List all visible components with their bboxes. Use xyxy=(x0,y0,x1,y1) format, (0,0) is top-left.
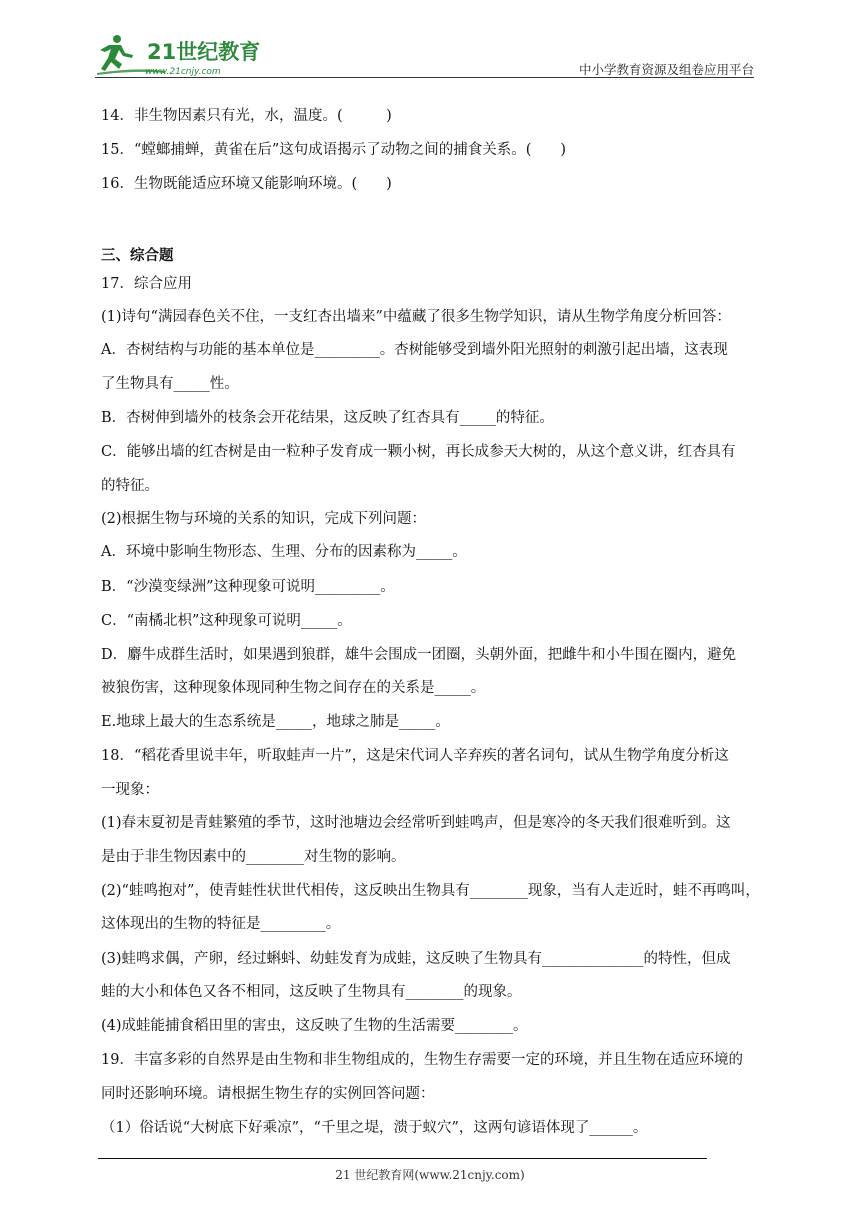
logo-text: 21世纪教育 xyxy=(147,40,260,64)
q17-2d-line2: 被狼伤害，这种现象体现同种生物之间存在的关系是_____。 xyxy=(101,680,486,696)
header-divider xyxy=(95,77,754,78)
q17-1a-line2: 了生物具有_____性。 xyxy=(101,376,239,392)
question-16: 16．生物既能适应环境又能影响环境。( ) xyxy=(101,176,392,192)
q17-part2-stem: (2)根据生物与环境的关系的知识，完成下列问题： xyxy=(101,511,427,527)
q17-2b: B．“沙漠变绿洲”这种现象可说明_________。 xyxy=(101,579,395,595)
question-19-line1: 19．丰富多彩的自然界是由生物和非生物组成的，生物生存需要一定的环境，并且生物在适应环境的 xyxy=(101,1052,743,1068)
q19-1: （1）俗话说“大树底下好乘凉”，“千里之堤，溃于蚁穴”，这两句谚语体现了______。 xyxy=(101,1120,648,1136)
question-19-line2: 同时还影响环境。请根据生物生存的实例回答问题： xyxy=(101,1086,435,1102)
q17-2c: C．“南橘北枳”这种现象可说明_____。 xyxy=(101,613,352,629)
q18-2-line1: (2)“蛙鸣抱对”，使青蛙性状世代相传，这反映出生物具有________现象，当有人走近时，蛙不再鸣叫， xyxy=(101,883,760,899)
q18-3-line2: 蛙的大小和体色又各不相同，这反映了生物具有________的现象。 xyxy=(101,984,522,1000)
logo-url: www.21cnjy.com xyxy=(145,67,221,77)
q18-2-line2: 这体现出的生物的特征是_________。 xyxy=(101,916,341,932)
question-18-line2: 一现象： xyxy=(101,782,159,798)
q18-3-line1: (3)蛙鸣求偶，产卵，经过蝌蚪、幼蛙发育为成蛙，这反映了生物具有______________的特性，但成 xyxy=(101,951,731,967)
question-17-title: 17．综合应用 xyxy=(101,276,192,292)
q17-2e: E.地球上最大的生态系统是_____，地球之肺是_____。 xyxy=(101,714,450,730)
q17-2d-line1: D．麝牛成群生活时，如果遇到狼群，雄牛会围成一团圈，头朝外面，把雌牛和小牛围在圈内，避免 xyxy=(101,647,737,663)
q17-1a-line1: A．杏树结构与功能的基本单位是_________。杏树能够受到墙外阳光照射的刺激引起出墙，这表现 xyxy=(101,342,728,358)
section-title: 三、综合题 xyxy=(101,247,174,264)
q18-1-line2: 是由于非生物因素中的________对生物的影响。 xyxy=(101,849,406,865)
q17-part1-stem: (1)诗句“满园春色关不住，一支红杏出墙来”中蕴藏了很多生物学知识，请从生物学角度分析回答： xyxy=(101,309,731,325)
footer-text: 21 世纪教育网(www.21cnjy.com) xyxy=(335,1168,525,1182)
q17-1c-line1: C．能够出墙的红杏树是由一粒种子发育成一颗小树，再长成参天大树的，从这个意义讲，红杏具有 xyxy=(101,444,736,460)
question-14: 14．非生物因素只有光，水，温度。( ) xyxy=(101,108,392,124)
q17-2a: A．环境中影响生物形态、生理、分布的因素称为_____。 xyxy=(101,544,467,560)
logo xyxy=(95,33,260,77)
question-18-line1: 18．“稻花香里说丰年，听取蛙声一片”，这是宋代词人辛弃疾的著名词句，试从生物学角度分析这 xyxy=(101,748,729,764)
question-15: 15．“螳螂捕蝉，黄雀在后”这句成语揭示了动物之间的捕食关系。( ) xyxy=(101,142,567,158)
q18-4: (4)成蛙能捕食稻田里的害虫，这反映了生物的生活需要________。 xyxy=(101,1018,528,1034)
q17-1b: B．杏树伸到墙外的枝条会开花结果，这反映了红杏具有_____的特征。 xyxy=(101,410,554,426)
footer-divider xyxy=(98,1158,707,1159)
q17-1c-line2: 的特征。 xyxy=(101,478,159,494)
header-platform-text: 中小学教育资源及组卷应用平台 xyxy=(578,62,754,77)
q18-1-line1: (1)春末夏初是青蛙繁殖的季节，这时池塘边会经常听到蛙鸣声，但是寒冷的冬天我们很难听到。这 xyxy=(101,815,731,831)
page-header xyxy=(0,0,860,80)
